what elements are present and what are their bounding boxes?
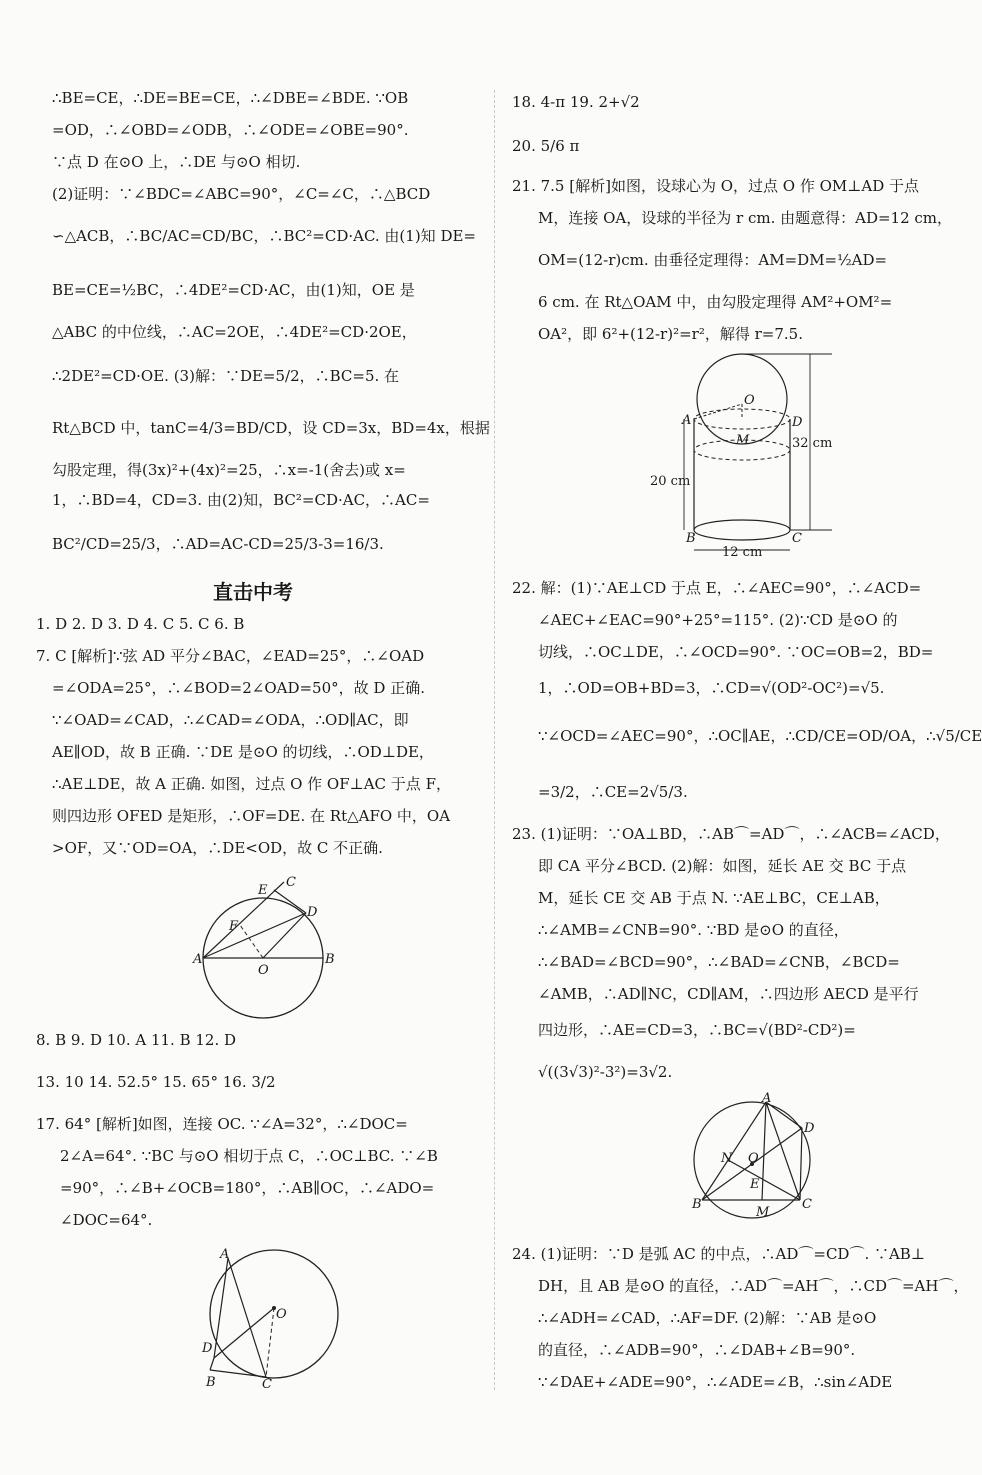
label-D: D <box>202 1341 213 1356</box>
text-line: 的直径，∴∠ADB=90°，∴∠DAB+∠B=90°. <box>538 1341 856 1359</box>
text-line: Rt△BCD 中，tanC=4/3=BD/CD，设 CD=3x，BD=4x，根据 <box>52 419 490 437</box>
label-D: D <box>804 1121 815 1136</box>
text-line: ∠AMB，∴AD∥NC，CD∥AM，∴四边形 AECD 是平行 <box>538 985 919 1003</box>
text-line: 22. 解：(1)∵AE⊥CD 于点 E，∴∠AEC=90°，∴∠ACD= <box>512 579 922 597</box>
text-line: 17. 64° [解析]如图，连接 OC. ∵∠A=32°，∴∠DOC= <box>36 1115 408 1133</box>
label-B: B <box>686 531 696 546</box>
answer-line: 8. B 9. D 10. A 11. B 12. D <box>36 1031 237 1049</box>
text-line: AE∥OD，故 B 正确. ∵DE 是⊙O 的切线，∴OD⊥DE， <box>52 743 434 761</box>
label-M: M <box>736 433 750 448</box>
text-line: 1，∴BD=4，CD=3. 由(2)知，BC²=CD·AC，∴AC= <box>52 491 430 509</box>
label-A: A <box>193 952 203 967</box>
text-line: =3/2，∴CE=2√5/3. <box>538 783 688 801</box>
text-line: ∵∠DAE+∠ADE=90°，∴∠ADE=∠B，∴sin∠ADE <box>538 1373 893 1391</box>
text-line: ∴∠ADH=∠CAD，∴AF=DF. (2)解：∵AB 是⊙O <box>538 1309 877 1327</box>
text-line: ∵∠OCD=∠AEC=90°，∴OC∥AE，∴CD/CE=OD/OA，∴√5/CE <box>538 727 982 745</box>
section-title: 直击中考 <box>213 580 293 604</box>
label-12cm: 12 cm <box>722 545 763 560</box>
figure-q7 <box>190 870 350 1020</box>
text-line: ∴BE=CE，∴DE=BE=CE，∴∠DBE=∠BDE. ∵OB <box>52 89 409 107</box>
text-line: DH，且 AB 是⊙O 的直径，∴AD⌒=AH⌒，∴CD⌒=AH⌒， <box>538 1277 969 1295</box>
text-line: 23. (1)证明：∵OA⊥BD，∴AB⌒=AD⌒，∴∠ACB=∠ACD， <box>512 825 950 843</box>
label-F: F <box>229 919 239 934</box>
column-divider <box>494 90 495 1390</box>
text-line: ∠DOC=64°. <box>60 1211 153 1229</box>
label-C: C <box>792 531 802 546</box>
label-D: D <box>307 905 318 920</box>
answer-line: 20. 5/6 π <box>512 137 580 155</box>
text-line: 四边形，∴AE=CD=3，∴BC=√(BD²-CD²)= <box>538 1021 856 1039</box>
text-line: ∵点 D 在⊙O 上，∴DE 与⊙O 相切. <box>52 153 301 171</box>
label-B: B <box>692 1197 702 1212</box>
text-line: 6 cm. 在 Rt△OAM 中，由勾股定理得 AM²+OM²= <box>538 293 893 311</box>
text-line: BC²/CD=25/3，∴AD=AC-CD=25/3-3=16/3. <box>52 535 384 553</box>
label-B: B <box>206 1375 216 1390</box>
text-line: ∴∠BAD=∠BCD=90°，∴∠BAD=∠CNB，∠BCD= <box>538 953 900 971</box>
text-line: 21. 7.5 [解析]如图，设球心为 O，过点 O 作 OM⊥AD 于点 <box>512 177 920 195</box>
text-line: BE=CE=½BC，∴4DE²=CD·AC，由(1)知，OE 是 <box>52 281 415 299</box>
text-line: OM=(12-r)cm. 由垂径定理得：AM=DM=½AD= <box>538 251 888 269</box>
label-E: E <box>750 1177 760 1192</box>
answer-line: 18. 4-π 19. 2+√2 <box>512 93 640 111</box>
label-32cm: 32 cm <box>792 436 833 451</box>
text-line: (2)证明：∵∠BDC=∠ABC=90°，∠C=∠C，∴△BCD <box>52 185 431 203</box>
text-line: ∵∠OAD=∠CAD，∴∠CAD=∠ODA，∴OD∥AC，即 <box>52 711 409 729</box>
figure-q23 <box>688 1090 828 1230</box>
text-line: 则四边形 OFED 是矩形，∴OF=DE. 在 Rt△AFO 中，OA <box>52 807 451 825</box>
label-O: O <box>276 1307 287 1322</box>
text-line: 切线，∴OC⊥DE，∴∠OCD=90°. ∵OC=OB=2，BD= <box>538 643 934 661</box>
text-line: 勾股定理，得(3x)²+(4x)²=25，∴x=-1(舍去)或 x= <box>52 461 406 479</box>
label-A: A <box>762 1091 772 1106</box>
label-B: B <box>325 952 335 967</box>
text-line: 24. (1)证明：∵D 是弧 AC 的中点，∴AD⌒=CD⌒. ∵AB⊥ <box>512 1245 925 1263</box>
answer-line: 1. D 2. D 3. D 4. C 5. C 6. B <box>36 615 245 633</box>
label-O: O <box>258 963 269 978</box>
text-line: M，连接 OA，设球的半径为 r cm. 由题意得：AD=12 cm， <box>538 209 953 227</box>
figure-q17 <box>196 1240 346 1390</box>
text-line: 1，∴OD=OB+BD=3，∴CD=√(OD²-OC²)=√5. <box>538 679 885 697</box>
text-line: ∠AEC+∠EAC=90°+25°=115°. (2)∵CD 是⊙O 的 <box>538 611 898 629</box>
text-line: M，延长 CE 交 AB 于点 N. ∵AE⊥BC，CE⊥AB， <box>538 889 890 907</box>
label-20cm: 20 cm <box>650 474 691 489</box>
text-line: 7. C [解析]∵弦 AD 平分∠BAC，∠EAD=25°，∴∠OAD <box>36 647 425 665</box>
label-N: N <box>721 1151 733 1166</box>
label-D: D <box>792 415 803 430</box>
label-O: O <box>744 393 755 408</box>
text-line: 即 CA 平分∠BCD. (2)解：如图，延长 AE 交 BC 于点 <box>538 857 907 875</box>
label-C: C <box>262 1377 272 1392</box>
label-C: C <box>802 1197 812 1212</box>
answer-line: 13. 10 14. 52.5° 15. 65° 16. 3/2 <box>36 1073 276 1091</box>
text-line: =90°，∴∠B+∠OCB=180°，∴AB∥OC，∴∠ADO= <box>60 1179 435 1197</box>
text-line: ∴∠AMB=∠CNB=90°. ∵BD 是⊙O 的直径， <box>538 921 849 939</box>
text-line: OA²，即 6²+(12-r)²=r²，解得 r=7.5. <box>538 325 803 343</box>
label-A: A <box>682 413 692 428</box>
text-line: >OF，又∵OD=OA，∴DE<OD，故 C 不正确. <box>52 839 383 857</box>
text-line: =OD，∴∠OBD=∠ODB，∴∠ODE=∠OBE=90°. <box>52 121 409 139</box>
text-line: △ABC 的中位线，∴AC=2OE，∴4DE²=CD·2OE， <box>52 323 417 341</box>
text-line: ∴2DE²=CD·OE. (3)解：∵DE=5/2，∴BC=5. 在 <box>52 367 400 385</box>
text-line: ∴AE⊥DE，故 A 正确. 如图，过点 O 作 OF⊥AC 于点 F， <box>52 775 451 793</box>
label-A: A <box>220 1247 230 1262</box>
text-line: 2∠A=64°. ∵BC 与⊙O 相切于点 C，∴OC⊥BC. ∵∠B <box>60 1147 438 1165</box>
label-C: C <box>286 875 296 890</box>
text-line: ∽△ACB，∴BC/AC=CD/BC，∴BC²=CD·AC. 由(1)知 DE= <box>52 227 476 245</box>
label-O: O <box>748 1151 759 1166</box>
label-E: E <box>258 883 268 898</box>
figure-q21 <box>650 352 840 562</box>
text-line: √((3√3)²-3²)=3√2. <box>538 1063 673 1081</box>
text-line: =∠ODA=25°，∴∠BOD=2∠OAD=50°，故 D 正确. <box>52 679 425 697</box>
label-M: M <box>756 1205 770 1220</box>
